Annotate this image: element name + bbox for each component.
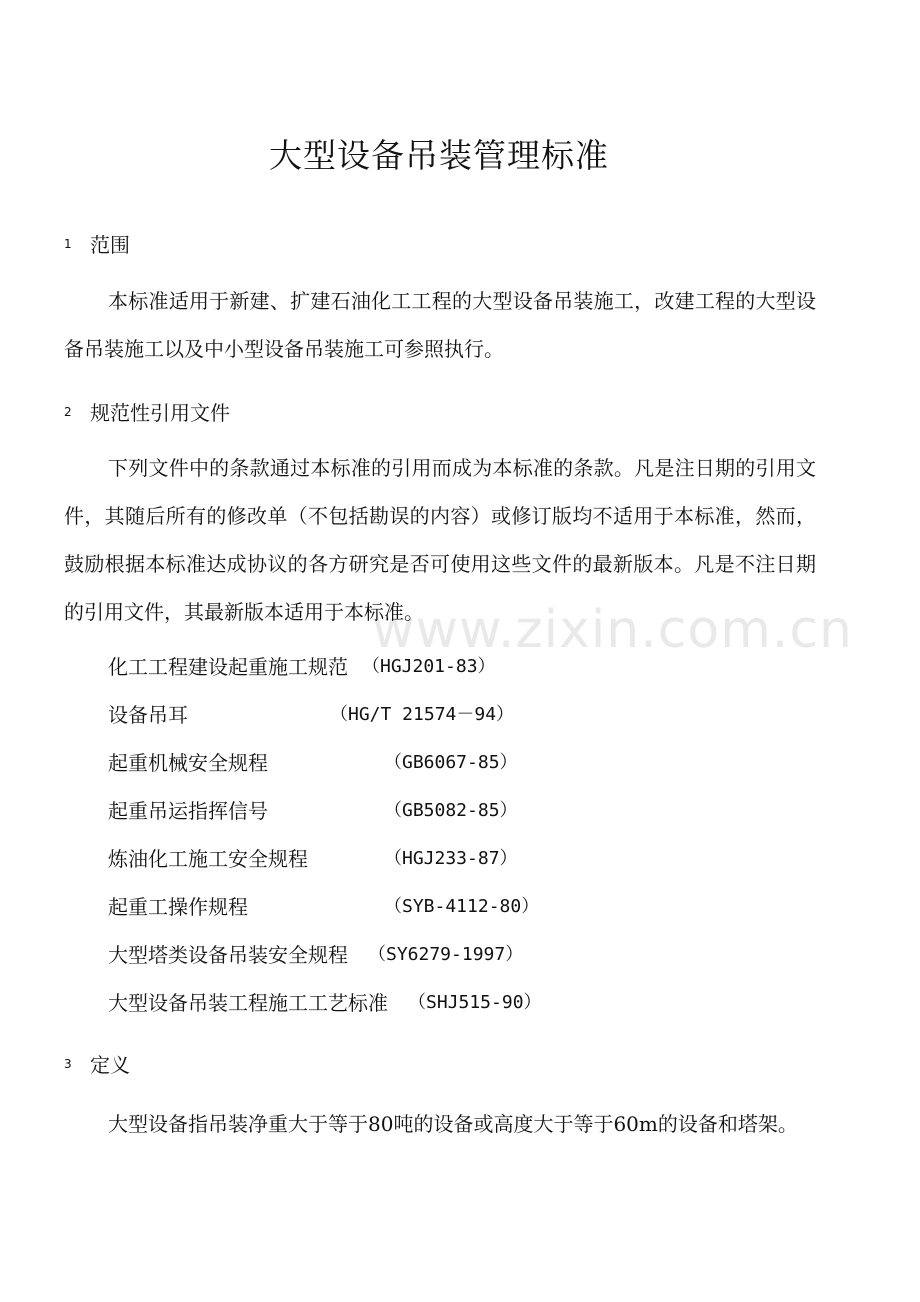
reference-name: 大型塔类设备吊装安全规程 [108,943,348,967]
section-number: 3 [64,1056,72,1071]
reference-name: 炼油化工施工安全规程 [108,847,308,871]
reference-name: 设备吊耳 [108,703,188,727]
reference-code: （SHJ515-90） [408,992,542,1013]
reference-code: （SYB-4112-80） [384,896,540,917]
section-title: 定义 [90,1053,130,1077]
section-title: 规范性引用文件 [90,401,230,425]
section-3-heading [64,1049,130,1078]
reference-code: （HGJ201-83） [362,656,496,677]
reference-code: （HGJ233-87） [384,848,518,869]
reference-item [108,699,515,728]
section-1-heading [64,229,130,258]
reference-item [108,987,542,1016]
reference-name: 起重机械安全规程 [108,751,268,775]
reference-code: （SY6279-1997） [368,944,524,965]
section-number: 1 [64,236,72,251]
reference-name: 大型设备吊装工程施工工艺标准 [108,991,388,1015]
section-2-heading [64,397,230,426]
reference-item [108,843,518,872]
reference-item [108,795,518,824]
reference-code: （HG/T 21574－94） [330,704,515,725]
section-2-paragraph: 下列文件中的条款通过本标准的引用而成为本标准的条款。凡是注日期的引用文件，其随后所有的修改单（不包括勘误的内容）或修订版均不适用于本标准，然而，鼓励根据本标准达成协议的各方研究是否可使用这些文件的最新版本。凡是不注日期的引用文件，其最新版本适用于本标准。 [64,456,816,624]
reference-name: 化工工程建设起重施工规范 [108,655,348,679]
reference-code: （GB5082-85） [384,800,518,821]
reference-name: 起重吊运指挥信号 [108,799,268,823]
reference-code: （GB6067-85） [384,752,518,773]
section-3-paragraph: 大型设备指吊装净重大于等于80吨的设备或高度大于等于60m的设备和塔架。 [108,1112,798,1136]
reference-item [108,939,524,968]
reference-item [108,747,518,776]
watermark: www.zixin.com.cn [372,600,853,660]
reference-item [108,891,540,920]
document-title: 大型设备吊装管理标准 [269,136,609,175]
section-1-paragraph: 本标准适用于新建、扩建石油化工工程的大型设备吊装施工，改建工程的大型设备吊装施工以及中小型设备吊装施工可参照执行。 [64,289,816,361]
reference-name: 起重工操作规程 [108,895,248,919]
section-number: 2 [64,404,72,419]
section-title: 范围 [90,233,130,257]
reference-item [108,651,496,680]
